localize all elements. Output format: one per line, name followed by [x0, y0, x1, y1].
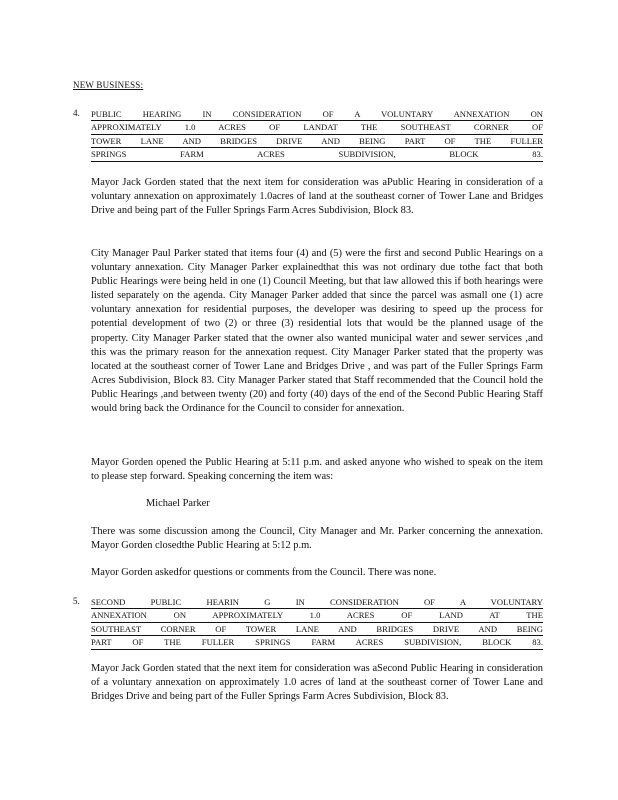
- section-heading: NEW BUSINESS:: [73, 80, 144, 90]
- title-line: SECOND PUBLIC HEARIN G IN CONSIDERATION OF A VOLUNTARY: [91, 596, 543, 609]
- paragraph: Mayor Jack Gorden stated that the next item for consideration was aPublic Hearing in consideration of a voluntary annexation on approximately 1.0acres of land at the southeast corner of Tower Lane and Bridges Drive and being part of the Fuller Springs Farm Acres Subdivision, Block 83.: [91, 177, 543, 217]
- title-line: APPROXIMATELY 1.0 ACRES OF LANDAT THE SOUTHEAST CORNER OF: [91, 121, 543, 134]
- paragraph: City Manager Paul Parker stated that items four (4) and (5) were the first and second Public Hearings on a voluntary annexation. City Manager Parker explainedthat this was not ordinary due tothe fact that both Public Hearings were being held in one (1) Council Meeting, but that law allowed this if both hearings were listed separately on the agenda. City Manager Parker added that since the parcel was asmall one (1) acre voluntary annexation for residential purposes, the developer was desiring to speed up the process for potential development of two (2) or three (3) residential lots that would be the planned usage of the property. City Manager Parker stated that the owner also wanted municipal water and sewer services ,and this was the primary reason for the annexation request. City Manager Parker stated that the property was located at the southeast corner of Tower Lane and Bridges Drive , and was part of the Fuller Springs Farm Acres Subdivision, Block 83. City Manager Parker stated that Staff recommended that the Council hold the Public Hearings ,and between twenty (20) and forty (40) days of the end of the Second Public Hearing Staff would bring back the Ordinance for the Council to consider for annexation.: [91, 248, 543, 415]
- item-number: 4.: [73, 108, 80, 118]
- title-line: PART OF THE FULLER SPRINGS FARM ACRES SUBDIVISION, BLOCK 83.: [91, 636, 543, 649]
- item-number: 5.: [73, 596, 80, 606]
- item-title: [91, 596, 543, 650]
- title-line: TOWER LANE AND BRIDGES DRIVE AND BEING PART OF THE FULLER: [91, 135, 543, 148]
- paragraph: Mayor Gorden askedfor questions or comments from the Council. There was none.: [91, 567, 437, 578]
- agenda-item-5: [73, 596, 543, 650]
- agenda-item-4: [73, 108, 543, 162]
- title-line: PUBLIC HEARING IN CONSIDERATION OF A VOLUNTARY ANNEXATION ON: [91, 108, 543, 121]
- paragraph: Mayor Gorden opened the Public Hearing at 5:11 p.m. and asked anyone who wished to speak on the item to please step forward. Speaking concerning the item was:: [91, 457, 543, 483]
- paragraph: Mayor Jack Gorden stated that the next item for consideration was aSecond Public Hearing in consideration of a voluntary annexation on approximately 1.0 acres of land at the southeast corner of Tower Lane and Bridges Drive and being part of the Fuller Springs Farm Acres Subdivision, Block 83.: [91, 663, 543, 703]
- title-line: SPRINGS FARM ACRES SUBDIVISION, BLOCK 83.: [91, 148, 543, 161]
- title-line: SOUTHEAST CORNER OF TOWER LANE AND BRIDGES DRIVE AND BEING: [91, 623, 543, 636]
- title-line: ANNEXATION ON APPROXIMATELY 1.0 ACRES OF LAND AT THE: [91, 609, 543, 622]
- paragraph: There was some discussion among the Council, City Manager and Mr. Parker concerning the annexation. Mayor Gorden closedthe Public Hearing at 5:12 p.m.: [91, 526, 543, 552]
- item-title: [91, 108, 543, 162]
- speaker-name: Michael Parker: [146, 498, 210, 509]
